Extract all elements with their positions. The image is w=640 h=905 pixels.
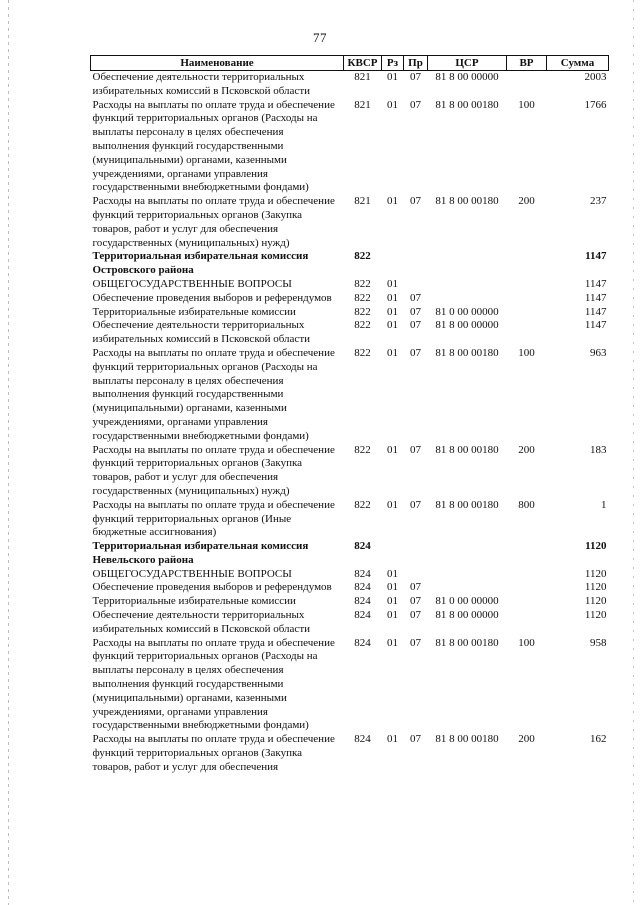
cell-csr: 81 8 00 00180 xyxy=(435,498,499,511)
cell-sum: 1147 xyxy=(585,250,607,263)
cell-name: Расходы на выплаты по оплате труда и обеспечение функций территориальных органов (Закупка товаров, работ и услуг для обеспечения государственных (муниципальных) нужд) xyxy=(92,195,335,249)
cell-csr xyxy=(428,250,507,278)
cell-vr xyxy=(507,319,547,347)
cell-kvsr: 822 xyxy=(354,277,371,290)
cell-csr: 81 8 00 00000 xyxy=(435,71,499,83)
cell-rz: 01 xyxy=(387,443,398,456)
cell-rz: 01 xyxy=(387,567,398,580)
cell-rz: 01 xyxy=(387,305,398,318)
column-header-rz: Рз xyxy=(382,56,404,71)
cell-rz xyxy=(382,250,404,278)
cell-csr xyxy=(428,278,507,292)
cell-rz: 01 xyxy=(387,291,398,304)
cell-sum: 1147 xyxy=(584,305,607,318)
cell-rz: 01 xyxy=(387,98,398,111)
cell-kvsr: 822 xyxy=(354,250,371,263)
cell-csr: 81 8 00 00180 xyxy=(435,443,499,456)
cell-pr: 07 xyxy=(410,346,421,359)
cell-name: Расходы на выплаты по оплате труда и обеспечение функций территориальных органов (Закупка товаров, работ и услуг для обеспечения государственных (муниципальных) нужд) xyxy=(92,443,335,497)
cell-sum: 1147 xyxy=(584,291,607,304)
cell-kvsr: 824 xyxy=(354,581,371,594)
cell-name: Обеспечение проведения выборов и референдумов xyxy=(92,581,332,594)
cell-pr xyxy=(404,278,428,292)
cell-kvsr: 821 xyxy=(354,98,371,111)
table-body xyxy=(91,71,609,775)
cell-name: Территориальная избирательная комиссия Островского района xyxy=(92,250,309,277)
cell-pr: 07 xyxy=(410,305,421,318)
table-row xyxy=(91,609,609,637)
cell-sum: 1120 xyxy=(584,595,607,608)
cell-name: Расходы на выплаты по оплате труда и обеспечение функций территориальных органов (Закупка товаров, работ и услуг для обеспечения xyxy=(92,733,335,773)
scan-edge-left xyxy=(8,0,9,905)
cell-kvsr: 822 xyxy=(354,498,371,511)
page-number: 77 xyxy=(313,30,327,45)
cell-rz xyxy=(382,540,404,568)
table-row xyxy=(91,540,609,568)
table-row xyxy=(91,595,609,609)
cell-rz: 01 xyxy=(387,346,398,359)
cell-name: ОБЩЕГОСУДАРСТВЕННЫЕ ВОПРОСЫ xyxy=(92,567,292,580)
cell-pr: 07 xyxy=(410,98,421,111)
column-header-csr: ЦСР xyxy=(428,56,507,71)
table-row xyxy=(91,637,609,734)
cell-csr xyxy=(428,540,507,568)
cell-rz: 01 xyxy=(387,71,398,83)
cell-rz: 01 xyxy=(387,498,398,511)
cell-rz: 01 xyxy=(387,636,398,649)
cell-sum: 1147 xyxy=(584,277,607,290)
column-header-sum: Сумма xyxy=(547,56,609,71)
cell-sum: 1120 xyxy=(585,540,607,553)
cell-pr xyxy=(404,568,428,582)
cell-sum: 1 xyxy=(601,498,607,511)
cell-sum: 1120 xyxy=(584,581,607,594)
cell-pr: 07 xyxy=(410,636,421,649)
table-row xyxy=(91,499,609,540)
cell-kvsr: 822 xyxy=(354,443,371,456)
budget-table xyxy=(90,55,609,775)
cell-sum: 1120 xyxy=(584,609,607,622)
cell-pr: 07 xyxy=(410,319,421,332)
cell-sum: 1120 xyxy=(584,567,607,580)
cell-vr: 200 xyxy=(518,733,535,746)
cell-kvsr: 824 xyxy=(354,636,371,649)
cell-csr xyxy=(428,581,507,595)
cell-sum: 1766 xyxy=(584,98,607,111)
cell-name: ОБЩЕГОСУДАРСТВЕННЫЕ ВОПРОСЫ xyxy=(92,277,292,290)
cell-vr: 800 xyxy=(518,498,535,511)
cell-vr xyxy=(507,609,547,637)
cell-kvsr: 822 xyxy=(354,319,371,332)
table-row xyxy=(91,250,609,278)
cell-rz: 01 xyxy=(387,595,398,608)
table-row xyxy=(91,99,609,196)
cell-csr: 81 8 00 00180 xyxy=(435,733,499,746)
cell-name: Расходы на выплаты по оплате труда и обеспечение функций территориальных органов (Расходы на выплаты персоналу в целях обеспечения выполнения функций государственными (муниципальными) органами, казенными учреждениями, органами управления государственными внебюджетными фондами) xyxy=(92,636,335,732)
cell-csr: 81 0 00 00000 xyxy=(435,595,499,608)
cell-rz: 01 xyxy=(387,733,398,746)
cell-vr: 200 xyxy=(518,195,535,208)
table-row xyxy=(91,581,609,595)
cell-sum: 963 xyxy=(590,346,607,359)
cell-pr xyxy=(404,250,428,278)
cell-kvsr: 824 xyxy=(354,733,371,746)
cell-vr xyxy=(507,581,547,595)
column-header-name: Наименование xyxy=(91,56,344,71)
cell-name: Обеспечение деятельности территориальных избирательных комиссий в Псковской области xyxy=(92,319,311,346)
cell-pr: 07 xyxy=(410,595,421,608)
cell-vr: 200 xyxy=(518,443,535,456)
cell-pr: 07 xyxy=(410,195,421,208)
cell-pr: 07 xyxy=(410,291,421,304)
cell-kvsr: 822 xyxy=(354,346,371,359)
cell-vr xyxy=(507,568,547,582)
cell-vr xyxy=(507,595,547,609)
cell-kvsr: 824 xyxy=(354,609,371,622)
table-row xyxy=(91,292,609,306)
cell-kvsr: 822 xyxy=(354,305,371,318)
table-header-row xyxy=(91,56,609,71)
cell-csr: 81 8 00 00180 xyxy=(435,346,499,359)
cell-kvsr: 821 xyxy=(354,195,371,208)
cell-name: Территориальные избирательные комиссии xyxy=(92,305,296,318)
cell-vr: 100 xyxy=(518,346,535,359)
cell-pr: 07 xyxy=(410,733,421,746)
cell-kvsr: 822 xyxy=(354,291,371,304)
cell-name: Расходы на выплаты по оплате труда и обеспечение функций территориальных органов (Иные бюджетные ассигнования) xyxy=(92,498,335,539)
cell-csr: 81 8 00 00180 xyxy=(435,195,499,208)
table-row xyxy=(91,733,609,774)
cell-name: Обеспечение проведения выборов и референдумов xyxy=(92,291,332,304)
cell-sum: 183 xyxy=(590,443,607,456)
cell-name: Обеспечение деятельности территориальных избирательных комиссий в Псковской области xyxy=(92,609,311,635)
table-row xyxy=(91,568,609,582)
cell-name: Расходы на выплаты по оплате труда и обеспечение функций территориальных органов (Расходы на выплаты персоналу в целях обеспечения выполнения функций государственными (муниципальными) органами, казенными учреждениями, органами управления государственными внебюджетными фондами) xyxy=(92,98,335,194)
column-header-pr: Пр xyxy=(404,56,428,71)
cell-csr xyxy=(428,292,507,306)
cell-name: Территориальные избирательные комиссии xyxy=(92,595,296,608)
cell-vr: 100 xyxy=(518,98,535,111)
cell-vr xyxy=(507,250,547,278)
cell-csr: 81 8 00 00000 xyxy=(435,609,499,622)
table-row xyxy=(91,306,609,320)
cell-kvsr: 821 xyxy=(354,71,371,83)
cell-name: Территориальная избирательная комиссия Невельского района xyxy=(92,540,309,566)
cell-csr: 81 8 00 00180 xyxy=(435,98,499,111)
cell-name: Обеспечение деятельности территориальных избирательных комиссий в Псковской области xyxy=(92,71,311,97)
cell-name: Расходы на выплаты по оплате труда и обеспечение функций территориальных органов (Расходы на выплаты персоналу в целях обеспечения выполнения функций государственными (муниципальными) органами, казенными учреждениями, органами управления государственными внебюджетными фондами) xyxy=(92,346,335,442)
cell-pr xyxy=(404,540,428,568)
cell-rz: 01 xyxy=(387,581,398,594)
cell-rz: 01 xyxy=(387,277,398,290)
cell-pr: 07 xyxy=(410,581,421,594)
table-row xyxy=(91,195,609,250)
cell-sum: 1147 xyxy=(584,319,607,332)
cell-vr: 100 xyxy=(518,636,535,649)
cell-csr: 81 8 00 00180 xyxy=(435,636,499,649)
cell-rz: 01 xyxy=(387,195,398,208)
cell-sum: 237 xyxy=(590,195,607,208)
cell-vr xyxy=(507,71,547,99)
table-row xyxy=(91,347,609,444)
table-row xyxy=(91,319,609,347)
cell-pr: 07 xyxy=(410,498,421,511)
table-row xyxy=(91,444,609,499)
cell-vr xyxy=(507,306,547,320)
column-header-vr: ВР xyxy=(507,56,547,71)
cell-kvsr: 824 xyxy=(354,567,371,580)
cell-csr xyxy=(428,568,507,582)
cell-sum: 2003 xyxy=(584,71,607,83)
table-row xyxy=(91,71,609,99)
table-row xyxy=(91,278,609,292)
cell-vr xyxy=(507,278,547,292)
cell-pr: 07 xyxy=(410,443,421,456)
cell-csr: 81 8 00 00000 xyxy=(435,319,499,332)
cell-sum: 162 xyxy=(590,733,607,746)
scan-edge-right xyxy=(633,0,634,905)
cell-kvsr: 824 xyxy=(354,595,371,608)
cell-vr xyxy=(507,292,547,306)
cell-sum: 958 xyxy=(590,636,607,649)
cell-kvsr: 824 xyxy=(354,540,371,553)
cell-csr: 81 0 00 00000 xyxy=(435,305,499,318)
cell-pr: 07 xyxy=(410,609,421,622)
cell-vr xyxy=(507,540,547,568)
column-header-kvsr: КВСР xyxy=(344,56,382,71)
cell-pr: 07 xyxy=(410,71,421,83)
cell-rz: 01 xyxy=(387,319,398,332)
cell-rz: 01 xyxy=(387,609,398,622)
